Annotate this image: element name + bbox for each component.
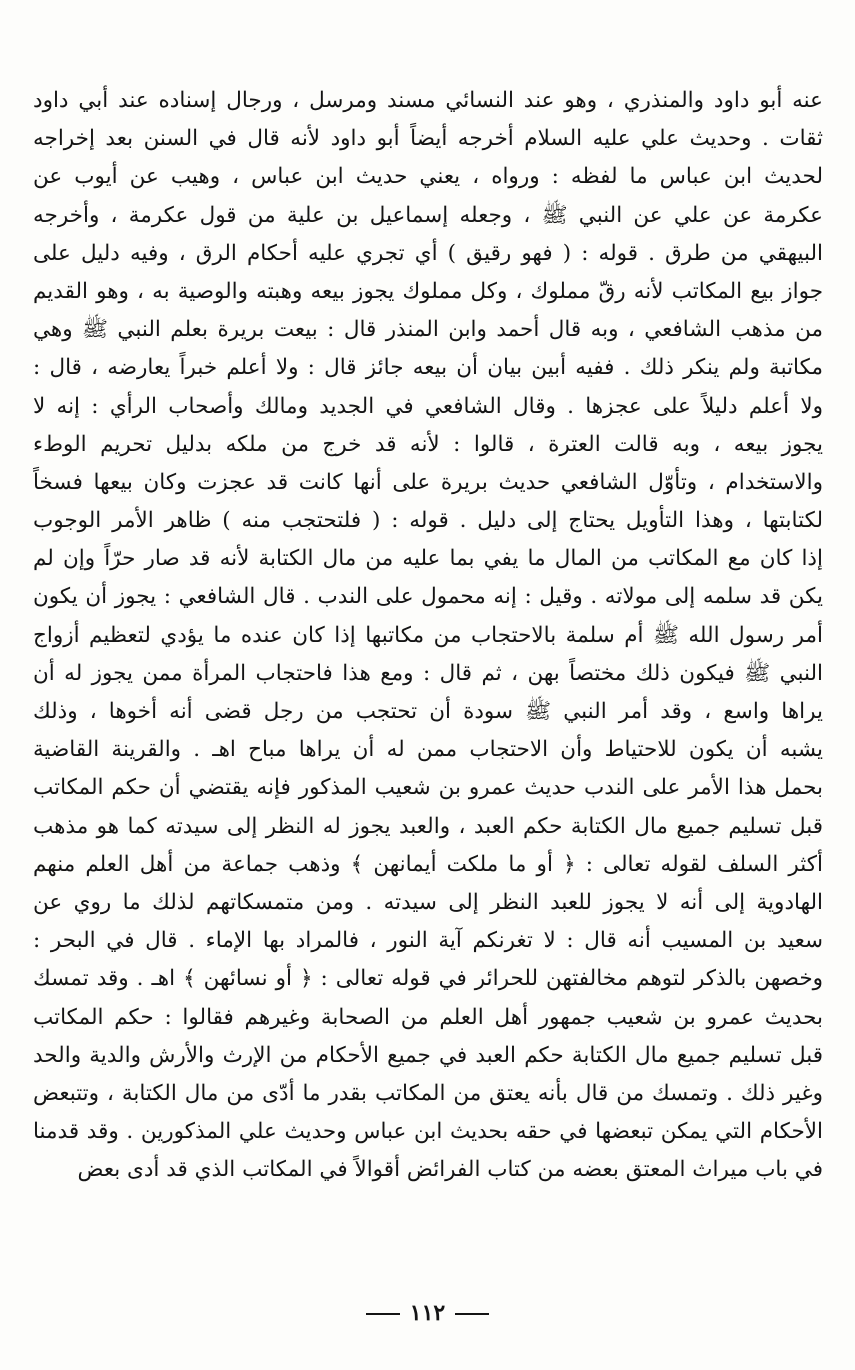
text-line: والاستخدام ، وتأوّل الشافعي حديث بريرة على أنها كانت قد عجزت وكان بيعها فسخاً (33, 469, 823, 495)
text-line: لكتابتها ، وهذا التأويل يحتاج إلى دليل . قوله : ( فلتحتجب منه ) ظاهر الأمر الوجوب (33, 508, 823, 534)
text-line: بحمل هذا الأمر على الندب حديث عمرو بن شعيب المذكور فإنه يقتضي أن حكم المكاتب (33, 775, 823, 801)
text-line: ثقات . وحديث علي عليه السلام أخرجه أيضاً أبو داود لأنه قال في السنن بعد إخراجه (33, 126, 823, 152)
text-line: من مذهب الشافعي ، وبه قال أحمد وابن المنذر قال : بيعت بريرة بعلم النبي ﷺ وهي (33, 317, 823, 343)
body-text (33, 82, 823, 1189)
text-line: في باب ميراث المعتق بعضه من كتاب الفرائض أقوالاً في المكاتب الذي قد أدى بعض (77, 1157, 823, 1183)
text-line: عنه أبو داود والمنذري ، وهو عند النسائي مسند ومرسل ، ورجال إسناده عند أبي داود (33, 88, 823, 113)
text-line: أمر رسول الله ﷺ أم سلمة بالاحتجاب من مكاتبها إذا كان عنده ما يؤدي لتعظيم أزواج (33, 622, 823, 648)
text-line: بحديث عمرو بن شعيب جمهور أهل العلم من الصحابة وغيرهم فقالوا : حكم المكاتب (33, 1004, 823, 1030)
text-line: عكرمة عن علي عن النبي ﷺ ، وجعله إسماعيل بن علية من قول عكرمة ، وأخرجه (33, 202, 823, 228)
text-line: وخصهن بالذكر لتوهم مخالفتهن للحرائر في قوله تعالى : ﴿ أو نسائهن ﴾ اهـ . وقد تمسك (33, 966, 823, 992)
page-number-value: ١١٢ (409, 1300, 446, 1326)
text-line: قبل تسليم جميع مال الكتابة حكم العبد في جميع الأحكام من الإرث والأرش والدية والحد (33, 1042, 823, 1068)
text-line: وغير ذلك . وتمسك من قال بأنه يعتق من المكاتب بقدر ما أدّى من مال الكتابة ، وتتبعض (33, 1080, 823, 1106)
text-line: البيهقي من طرق . قوله : ( فهو رقيق ) أي تجري عليه أحكام الرق ، وفيه دليل على (33, 240, 823, 266)
text-line: مكاتبة ولم ينكر ذلك . ففيه أبين بيان أن بيعه جائز قال : ولا أعلم خبراً يعارضه ، قال : (33, 355, 823, 381)
text-line: جواز بيع المكاتب لأنه رقّ مملوك ، وكل مملوك يجوز بيعه وهبته والوصية به ، وهو القديم (33, 278, 823, 304)
page-number-dash (455, 1313, 489, 1315)
text-line: النبي ﷺ فيكون ذلك مختصاً بهن ، ثم قال : ومع هذا فاحتجاب المرأة ممن يجوز له أن (33, 660, 823, 686)
page-number-dash (366, 1313, 400, 1315)
text-line: الهادوية إلى أنه لا يجوز للعبد النظر إلى سيدته . ومن متمسكاتهم لذلك ما روي عن (33, 889, 823, 915)
text-line: يشبه أن يكون للاحتياط وأن الاحتجاب ممن له أن يراها مباح اهـ . والقرينة القاضية (33, 737, 823, 763)
text-line: الأحكام التي يمكن تبعضها في حقه بحديث ابن عباس وحديث علي المذكورين . وقد قدمنا (33, 1119, 823, 1145)
text-line: يكن قد سلمه إلى مولاته . وقيل : إنه محمول على الندب . قال الشافعي : يجوز أن يكون (33, 584, 823, 610)
text-line: ولا أعلم دليلاً على عجزها . وقال الشافعي في الجديد ومالك وأصحاب الرأي : إنه لا (33, 393, 823, 419)
text-line: سعيد بن المسيب أنه قال : لا تغرنكم آية النور ، فالمراد بها الإماء . قال في البحر : (33, 928, 823, 954)
text-line: يراها واسع ، وقد أمر النبي ﷺ سودة أن تحتجب من رجل قضى أنه أخوها ، وذلك (33, 699, 823, 724)
text-line: أكثر السلف لقوله تعالى : ﴿ أو ما ملكت أيمانهن ﴾ وذهب جماعة من أهل العلم منهم (33, 851, 823, 877)
text-line: قبل تسليم جميع مال الكتابة حكم العبد ، والعبد يجوز له النظر إلى سيدته كما هو مذهب (33, 813, 823, 839)
text-line: لحديث ابن عباس ما لفظه : ورواه ، يعني حديث ابن عباس ، وهيب عن أيوب عن (33, 164, 823, 190)
page-number (0, 1300, 855, 1326)
text-line: إذا كان مع المكاتب من المال ما يفي بما عليه من مال الكتابة لأنه قد صار حرّاً وإن لم (33, 546, 823, 572)
text-line: يجوز بيعه ، وبه قالت العترة ، قالوا : لأنه قد خرج من ملكه بدليل تحريم الوطء (33, 431, 823, 457)
